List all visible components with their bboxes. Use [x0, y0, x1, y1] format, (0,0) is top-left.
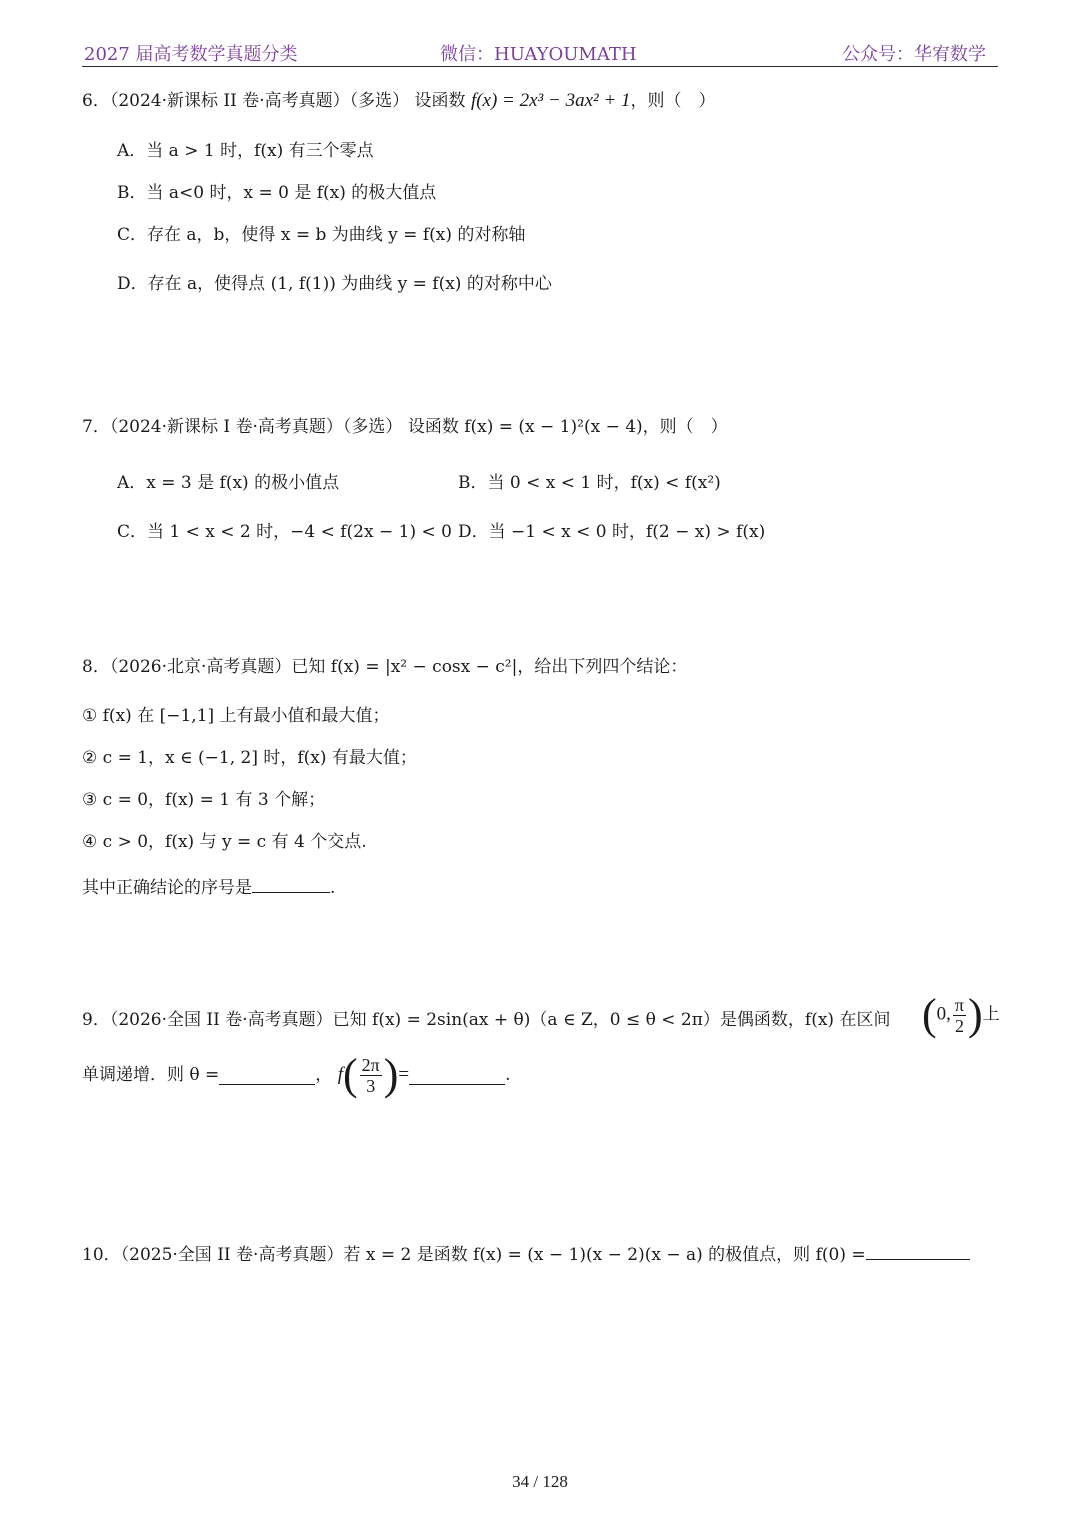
q7-option-c: C．当 1 < x < 2 时，−4 < f(2x − 1) < 0: [117, 522, 452, 542]
header-wechat: 微信：HUAYOUMATH: [440, 44, 637, 65]
q9-value-blank[interactable]: [409, 1066, 505, 1085]
q7-option-a: A．x = 3 是 f(x) 的极小值点: [117, 473, 340, 493]
fraction-denominator: 2: [954, 1015, 964, 1036]
header-title: 2027 届高考数学真题分类: [84, 44, 298, 65]
q8-stem: 8．（2026·北京·高考真题）已知 f(x) = |x² − cosx − c²|，给出下列四个结论：: [82, 657, 688, 677]
q7-stem: 7．（2024·新课标 I 卷·高考真题）（多选） 设函数 f(x) = (x − 1)²(x − 4)，则（ ）: [82, 417, 728, 437]
q9-f: f: [337, 1064, 343, 1085]
q6-option-a: A．当 a > 1 时，f(x) 有三个零点: [117, 141, 374, 161]
q9-line-1: [82, 1008, 890, 1032]
fraction-numerator: π: [954, 994, 964, 1015]
q8-statement-3: ③ c = 0，f(x) = 1 有 3 个解；: [82, 790, 326, 810]
q8-statement-4: ④ c > 0，f(x) 与 y = c 有 4 个交点.: [82, 832, 367, 852]
q8-question: [82, 874, 335, 900]
q7-option-b: B．当 0 < x < 1 时，f(x) < f(x²): [458, 473, 721, 493]
q6-option-b: B．当 a<0 时，x = 0 是 f(x) 的极大值点: [117, 183, 437, 203]
q6-option-d: D．存在 a，使得点 (1, f(1)) 为曲线 y = f(x) 的对称中心: [117, 274, 552, 294]
q10-text: 10．（2025·全国 II 卷·高考真题）若 x = 2 是函数 f(x) = (x − 1)(x − 2)(x − a) 的极值点，则 f(0) =: [82, 1245, 866, 1265]
q6-formula: f(x) = 2x³ − 3ax² + 1: [470, 90, 631, 111]
q10-answer-blank[interactable]: [866, 1241, 970, 1260]
left-paren-icon: (: [342, 1050, 358, 1099]
q9-line-1-end: 上: [982, 1004, 1000, 1025]
pi-over-two-fraction: [953, 995, 966, 1036]
q8-statement-2: ② c = 1，x ∈ (−1, 2] 时，f(x) 有最大值；: [82, 748, 417, 768]
right-paren-icon: ): [383, 1050, 399, 1099]
page-header: [82, 38, 998, 67]
q9-theta-blank[interactable]: [219, 1066, 315, 1085]
q9-interval: [922, 990, 1000, 1045]
q8-ask: 其中正确结论的序号是: [82, 878, 252, 898]
q7-option-d: D．当 −1 < x < 0 时，f(2 − x) > f(x): [458, 522, 766, 542]
q9-stem: 9．（2026·全国 II 卷·高考真题）已知 f(x) = 2sin(ax + θ)（a ∈ Z，0 ≤ θ < 2π）是偶函数，f(x) 在区间: [82, 1010, 891, 1030]
q6-option-c: C．存在 a，b，使得 x = b 为曲线 y = f(x) 的对称轴: [117, 225, 526, 245]
q9-comma: ，: [315, 1065, 333, 1085]
q6-stem: [82, 89, 716, 113]
q9-interval-left: 0,: [936, 1003, 951, 1025]
fraction-denominator: 3: [366, 1075, 376, 1096]
q8-statement-1: ① f(x) 在 [−1,1] 上有最小值和最大值；: [82, 706, 390, 726]
q6-stem-suffix: ，则（ ）: [630, 91, 716, 111]
q9-line-2: [82, 1050, 511, 1105]
q9-period: .: [505, 1065, 511, 1085]
q8-period: .: [330, 878, 336, 898]
q6-stem-prefix: 6．（2024·新课标 II 卷·高考真题）（多选） 设函数: [82, 91, 466, 111]
header-account: 公众号：华宥数学: [842, 44, 986, 65]
q10-stem: [82, 1241, 970, 1267]
left-paren-icon: (: [922, 990, 937, 1039]
right-paren-icon: ): [968, 990, 983, 1039]
page-number: 34 / 128: [512, 1472, 568, 1491]
two-pi-over-three-fraction: [360, 1055, 382, 1096]
q8-answer-blank[interactable]: [252, 874, 330, 893]
q9-equals: =: [398, 1064, 410, 1085]
fraction-numerator: 2π: [361, 1054, 380, 1075]
q9-theta-prompt: 单调递增．则 θ =: [82, 1065, 220, 1085]
